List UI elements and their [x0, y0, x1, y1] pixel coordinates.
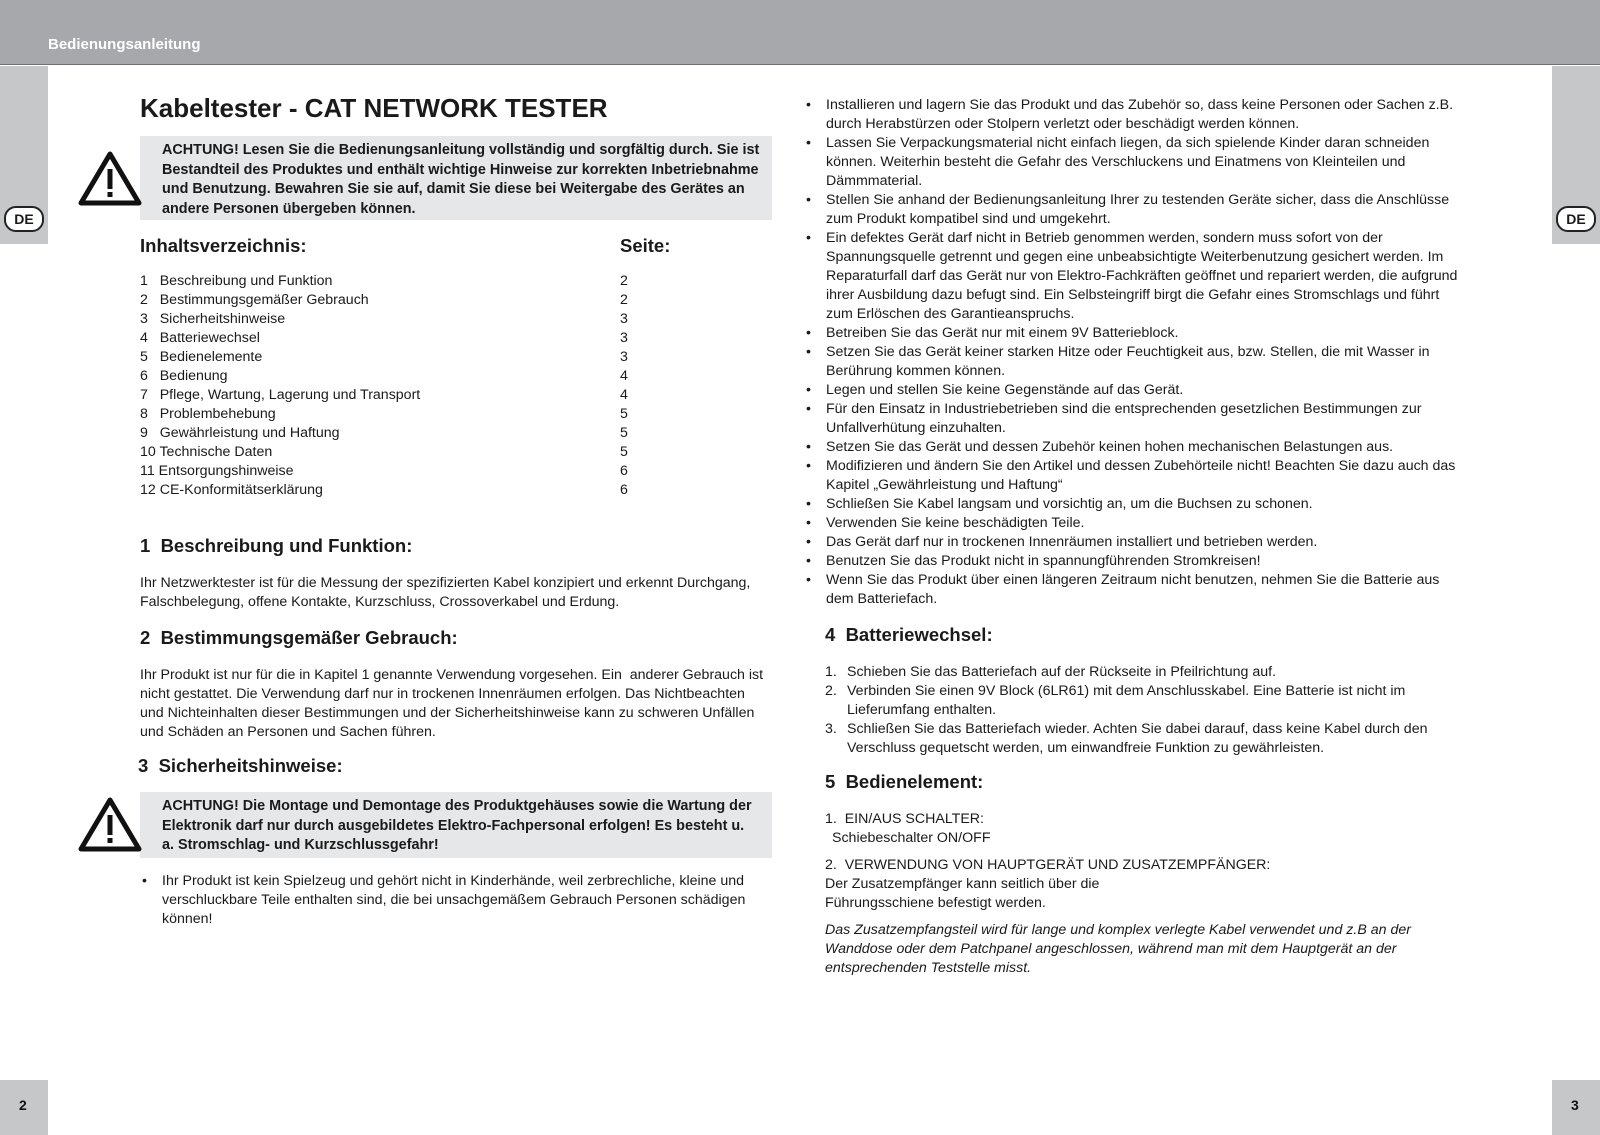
toc-item	[140, 405, 772, 424]
warning-box-intro	[140, 136, 772, 220]
section-2-heading: 2 Bestimmungsgemäßer Gebrauch:	[140, 627, 458, 648]
warning-box-safety	[140, 792, 772, 858]
list-item: • Installieren und lagern Sie das Produkt und das Zubehör so, dass keine Personen oder Sachen z.B. durch Herabstürzen oder Stolpern verletzt oder beschädigt werden können.	[804, 96, 1466, 134]
toc-page-heading: Seite:	[620, 235, 671, 256]
toc-item-page: 3	[620, 349, 628, 365]
toc-item	[140, 291, 772, 310]
step-text: Schließen Sie das Batteriefach wieder. Achten Sie dabei darauf, dass keine Kabel durch den Verschluss gequetscht werden, um einwandfreie Funktion zu gewährleisten.	[847, 721, 1428, 756]
safety-list-right	[804, 96, 1466, 609]
list-item: • Schließen Sie Kabel langsam und vorsichtig an, um die Buchsen zu schonen.	[804, 495, 1466, 514]
list-item	[825, 720, 1466, 758]
list-item: • Ein defektes Gerät darf nicht in Betrieb genommen werden, sondern muss sofort von der Spannungsquelle getrennt und gegen eine unbeabsichtigte Weiterbenutzung gesichert werden. Im Reparaturfall darf das Gerät nur von Elektro-Fachkräften geöffnet und repariert werden, die aufgrund ihrer Ausbildung dazu befugt sind. Ein Selbsteingriff birgt die Gefahr eines Stromschlags und führt zum Erlöschen des Garantieanspruchs.	[804, 229, 1466, 324]
toc-item-label: 11 Entsorgungshinweise	[140, 463, 294, 479]
section-1-text: Ihr Netzwerktester ist für die Messung der spezifizierten Kabel konzipiert und erkennt Durchgang, Falschbelegung, offene Kontakte, Kurzschluss, Crossoverkabel und Erdung.	[140, 575, 751, 610]
control-item-1-text: Schiebeschalter ON/OFF	[832, 830, 991, 846]
list-item: • Legen und stellen Sie keine Gegenstände auf das Gerät.	[804, 381, 1466, 400]
list-item: • Ihr Produkt ist kein Spielzeug und gehört nicht in Kinderhände, weil zerbrechliche, kleine und verschluckbare Teile enthalten sind, die bei unsachgemäßem Gebrauch Personen schädigen können!	[140, 872, 772, 929]
toc-header	[140, 234, 772, 258]
list-item: • Wenn Sie das Produkt über einen längeren Zeitraum nicht benutzen, nehmen Sie die Batterie aus dem Batteriefach.	[804, 571, 1466, 609]
list-item: • Stellen Sie anhand der Bedienungsanleitung Ihrer zu testenden Geräte sicher, dass die Anschlüsse zum Produkt kompatibel sind und umgekehrt.	[804, 191, 1466, 229]
toc-item	[140, 329, 772, 348]
step-text: Schieben Sie das Batteriefach auf der Rückseite in Pfeilrichtung auf.	[847, 664, 1277, 680]
list-item: • Das Gerät darf nur in trockenen Innenräumen installiert und betrieben werden.	[804, 533, 1466, 552]
control-item-2-italic-note: Das Zusatzempfangsteil wird für lange und komplex verlegte Kabel verwendet und z.B an der Wanddose oder dem Patchpanel angeschlossen, während man mit dem Hauptgerät an der entsprechenden Teststelle misst.	[825, 922, 1411, 976]
battery-steps	[825, 663, 1466, 758]
language-badge-left: DE	[4, 206, 44, 232]
list-item	[825, 663, 1466, 682]
table-of-contents	[140, 272, 772, 500]
document-title: Kabeltester - CAT NETWORK TESTER	[140, 93, 608, 123]
warning-text-safety: ACHTUNG! Die Montage und Demontage des Produktgehäuses sowie die Wartung der Elektronik darf nur durch ausgebildetes Elektro-Fachpersonal erfolgen! Es besteht u. a. Stromschlag- und Kurzschlussgefahr!	[162, 798, 752, 853]
list-item: • Lassen Sie Verpackungsmaterial nicht einfach liegen, da sich spielende Kinder daran schneiden können. Weiterhin besteht die Gefahr des Verschluckens und Einatmens von Kleinteilen und Dämmmaterial.	[804, 134, 1466, 191]
toc-item-page: 4	[620, 387, 628, 403]
toc-item	[140, 367, 772, 386]
toc-item-label: 8 Problembehebung	[140, 406, 276, 422]
section-4-heading: 4 Batteriewechsel:	[825, 624, 993, 645]
toc-item-page: 5	[620, 425, 628, 441]
toc-item	[140, 481, 772, 500]
page-header	[0, 0, 1600, 65]
list-item: • Benutzen Sie das Produkt nicht in spannungführenden Stromkreisen!	[804, 552, 1466, 571]
language-badge-right: DE	[1556, 206, 1596, 232]
step-number: 1.	[825, 664, 837, 680]
list-item: • Für den Einsatz in Industriebetrieben sind die entsprechenden gesetzlichen Bestimmungen zur Unfallverhütung einzuhalten.	[804, 400, 1466, 438]
control-item-2-title: 2. VERWENDUNG VON HAUPTGERÄT UND ZUSATZEMPFÄNGER:	[825, 857, 1271, 873]
toc-item-label: 5 Bedienelemente	[140, 349, 263, 365]
list-item: • Setzen Sie das Gerät und dessen Zubehör keinen hohen mechanischen Belastungen aus.	[804, 438, 1466, 457]
warning-triangle-icon	[78, 150, 142, 206]
toc-item-page: 4	[620, 368, 628, 384]
left-column	[140, 92, 772, 929]
toc-item-label: 3 Sicherheitshinweise	[140, 311, 286, 327]
toc-item-label: 4 Batteriewechsel	[140, 330, 260, 346]
toc-item-page: 5	[620, 406, 628, 422]
list-item	[825, 682, 1466, 720]
step-number: 3.	[825, 721, 837, 737]
toc-item-label: 12 CE-Konformitätserklärung	[140, 482, 323, 498]
list-item: • Modifizieren und ändern Sie den Artikel und dessen Zubehörteile nicht! Beachten Sie dazu auch das Kapitel „Gewährleistung und Haftung“	[804, 457, 1466, 495]
page-number-right: 3	[1571, 1097, 1579, 1113]
toc-item-label: 10 Technische Daten	[140, 444, 273, 460]
toc-item-page: 6	[620, 482, 628, 498]
toc-item-label: 6 Bedienung	[140, 368, 228, 384]
toc-item	[140, 424, 772, 443]
toc-item-page: 3	[620, 311, 628, 327]
section-5-heading: 5 Bedienelement:	[825, 771, 984, 792]
warning-text-intro: ACHTUNG! Lesen Sie die Bedienungsanleitung vollständig und sorgfältig durch. Sie ist Bestandteil des Produktes und enthält wichtige Hinweise zur korrekten Inbetriebnahme und Benutzung. Bewahren Sie sie auf, damit Sie diese bei Weitergabe des Gerätes an andere Personen übergeben können.	[162, 142, 760, 217]
control-item-1-title: 1. EIN/AUS SCHALTER:	[825, 811, 984, 827]
toc-item	[140, 348, 772, 367]
toc-heading: Inhaltsverzeichnis:	[140, 235, 307, 256]
toc-item-page: 6	[620, 463, 628, 479]
step-text: Verbinden Sie einen 9V Block (6LR61) mit dem Anschlusskabel. Eine Batterie ist nicht im Lieferumfang enthalten.	[847, 683, 1406, 718]
toc-item	[140, 462, 772, 481]
header-title: Bedienungsanleitung	[48, 36, 201, 53]
toc-item	[140, 272, 772, 291]
section-3-heading: 3 Sicherheitshinweise:	[138, 755, 343, 776]
safety-list-left	[140, 872, 772, 929]
toc-item	[140, 310, 772, 329]
toc-item-page: 2	[620, 292, 628, 308]
toc-item	[140, 443, 772, 462]
toc-item-page: 3	[620, 330, 628, 346]
page-number-left: 2	[19, 1097, 27, 1113]
list-item: • Setzen Sie das Gerät keiner starken Hitze oder Feuchtigkeit aus, bzw. Stellen, die mit Wasser in Berührung kommen können.	[804, 343, 1466, 381]
right-column	[826, 96, 1466, 978]
toc-item-page: 2	[620, 273, 628, 289]
toc-item-label: 9 Gewährleistung und Haftung	[140, 425, 340, 441]
toc-item-page: 5	[620, 444, 628, 460]
control-item-2-line1: Der Zusatzempfänger kann seitlich über die	[825, 876, 1100, 892]
toc-item-label: 2 Bestimmungsgemäßer Gebrauch	[140, 292, 369, 308]
list-item: • Verwenden Sie keine beschädigten Teile.	[804, 514, 1466, 533]
toc-item	[140, 386, 772, 405]
section-2-text: Ihr Produkt ist nur für die in Kapitel 1 genannte Verwendung vorgesehen. Ein anderer Gebrauch ist nicht gestattet. Die Verwendung darf nur in trockenen Innenräumen erfolgen. Das Nichtbeachten und Nichteinhalten dieser Bestimmungen und der Sicherheitshinweise kann zu schweren Unfällen und Schäden an Personen und Sachen führen.	[140, 667, 768, 740]
step-number: 2.	[825, 683, 837, 699]
list-item: • Betreiben Sie das Gerät nur mit einem 9V Batterieblock.	[804, 324, 1466, 343]
toc-item-label: 7 Pflege, Wartung, Lagerung und Transport	[140, 387, 421, 403]
control-item-2-line2: Führungsschiene befestigt werden.	[825, 895, 1046, 911]
toc-item-label: 1 Beschreibung und Funktion	[140, 273, 333, 289]
warning-triangle-icon	[78, 796, 142, 852]
section-1-heading: 1 Beschreibung und Funktion:	[140, 535, 413, 556]
